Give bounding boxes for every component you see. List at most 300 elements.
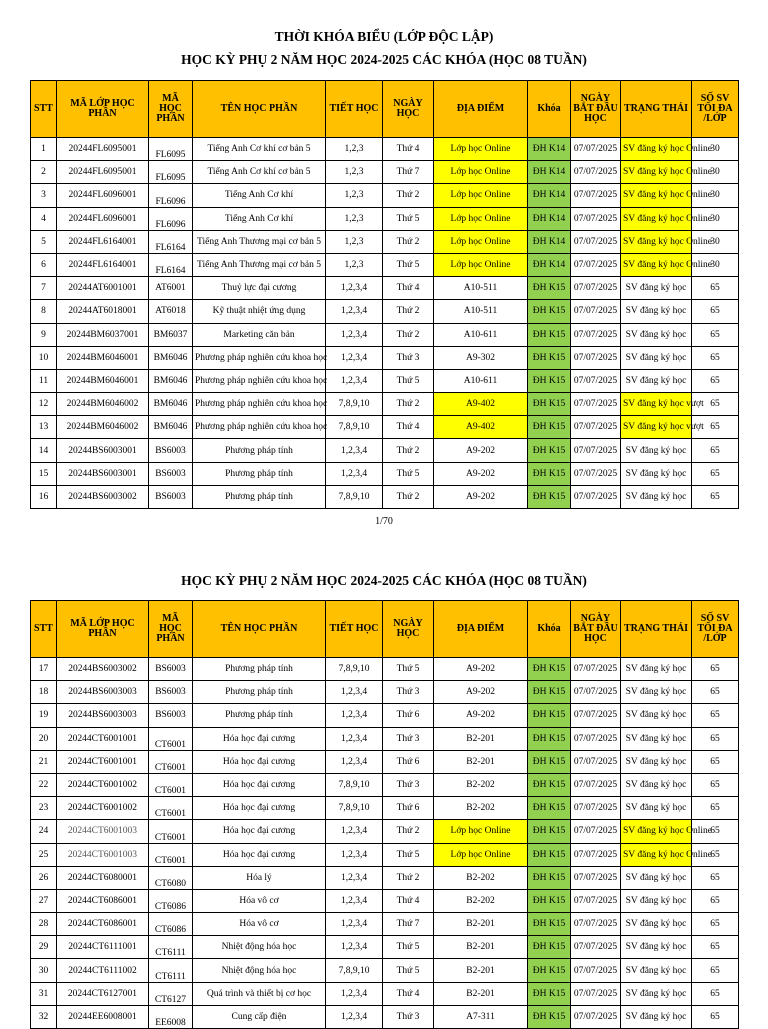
cell-tiet-hoc: 1,2,3,4: [326, 913, 383, 936]
table-row: [31, 230, 739, 253]
cell-ma-hoc-phan: BM6046: [149, 346, 193, 369]
cell-stt: 10: [31, 346, 57, 369]
table-row: [31, 393, 739, 416]
cell-stt: 28: [31, 913, 57, 936]
cell-trang-thai: SV đăng ký học: [621, 439, 692, 462]
page-subtitle: HỌC KỲ PHỤ 2 NĂM HỌC 2024-2025 CÁC KHÓA (HỌC 08 TUẦN): [181, 573, 587, 588]
header-so-sv-toi-da: SỐ SV TỐI ĐA /LỚP: [692, 81, 739, 138]
cell-ten-hoc-phan: Tiếng Anh Thương mại cơ bản 5: [193, 230, 326, 253]
cell-ngay-hoc: Thứ 5: [383, 959, 434, 982]
cell-trang-thai: SV đăng ký học: [621, 773, 692, 796]
cell-ngay-bat-dau: 07/07/2025: [571, 161, 621, 184]
cell-so-sv-toi-da: 65: [692, 843, 739, 866]
cell-trang-thai: SV đăng ký học: [621, 704, 692, 727]
cell-ngay-bat-dau: 07/07/2025: [571, 416, 621, 439]
cell-ma-hoc-phan: BS6003: [149, 485, 193, 508]
cell-ma-lop-hoc-phan: 20244CT6086001: [57, 913, 149, 936]
cell-ngay-hoc: Thứ 4: [383, 416, 434, 439]
cell-ma-lop-hoc-phan: 20244CT6086001: [57, 889, 149, 912]
cell-stt: 6: [31, 253, 57, 276]
cell-ma-lop-hoc-phan: 20244BS6003001: [57, 462, 149, 485]
cell-ten-hoc-phan: Hóa học đại cương: [193, 750, 326, 773]
cell-ngay-hoc: Thứ 2: [383, 300, 434, 323]
cell-khoa: ĐH K15: [528, 820, 571, 843]
header-ten-hoc-phan: TÊN HỌC PHẦN: [193, 601, 326, 658]
cell-tiet-hoc: 1,2,3,4: [326, 820, 383, 843]
cell-stt: 15: [31, 462, 57, 485]
cell-ten-hoc-phan: Tiếng Anh Cơ khí cơ bản 5: [193, 138, 326, 161]
cell-ma-hoc-phan: BM6046: [149, 393, 193, 416]
cell-stt: 32: [31, 1005, 57, 1028]
header-ma-lop-hoc-phan: MÃ LỚP HỌC PHẦN: [57, 81, 149, 138]
cell-dia-diem: A10-511: [434, 277, 528, 300]
header-dia-diem: ĐỊA ĐIỂM: [434, 601, 528, 658]
cell-ngay-bat-dau: 07/07/2025: [571, 820, 621, 843]
cell-ma-hoc-phan: EE6008: [149, 1005, 193, 1028]
cell-trang-thai: SV đăng ký học Online: [621, 207, 692, 230]
cell-khoa: ĐH K15: [528, 323, 571, 346]
cell-stt: 31: [31, 982, 57, 1005]
cell-ma-lop-hoc-phan: 20244CT6001002: [57, 797, 149, 820]
page-number: 1/70: [375, 516, 393, 527]
cell-tiet-hoc: 1,2,3,4: [326, 439, 383, 462]
cell-tiet-hoc: 7,8,9,10: [326, 959, 383, 982]
cell-khoa: ĐH K15: [528, 704, 571, 727]
cell-so-sv-toi-da: 65: [692, 866, 739, 889]
cell-ngay-bat-dau: 07/07/2025: [571, 207, 621, 230]
cell-ngay-hoc: Thứ 2: [383, 439, 434, 462]
header-ma-lop-hoc-phan: MÃ LỚP HỌC PHẦN: [57, 601, 149, 658]
cell-stt: 25: [31, 843, 57, 866]
table-row: [31, 346, 739, 369]
cell-ngay-bat-dau: 07/07/2025: [571, 369, 621, 392]
table-row: [31, 416, 739, 439]
cell-ma-hoc-phan: CT6111: [149, 936, 193, 959]
header-so-sv-toi-da: SỐ SV TỐI ĐA /LỚP: [692, 601, 739, 658]
cell-stt: 26: [31, 866, 57, 889]
cell-stt: 20: [31, 727, 57, 750]
cell-trang-thai: SV đăng ký học: [621, 658, 692, 681]
cell-stt: 5: [31, 230, 57, 253]
cell-ngay-bat-dau: 07/07/2025: [571, 889, 621, 912]
cell-ten-hoc-phan: Phương pháp nghiên cứu khoa học: [193, 393, 326, 416]
cell-ngay-hoc: Thứ 3: [383, 681, 434, 704]
cell-ten-hoc-phan: Phương pháp tính: [193, 704, 326, 727]
cell-dia-diem: A9-202: [434, 462, 528, 485]
cell-ma-lop-hoc-phan: 20244CT6080001: [57, 866, 149, 889]
cell-ten-hoc-phan: Nhiệt động hóa học: [193, 936, 326, 959]
cell-ngay-bat-dau: 07/07/2025: [571, 485, 621, 508]
table-header-row: [31, 81, 739, 138]
cell-so-sv-toi-da: 65: [692, 346, 739, 369]
cell-stt: 7: [31, 277, 57, 300]
cell-ten-hoc-phan: Thuỷ lực đại cương: [193, 277, 326, 300]
table-row: [31, 207, 739, 230]
cell-ma-hoc-phan: CT6001: [149, 797, 193, 820]
cell-so-sv-toi-da: 65: [692, 959, 739, 982]
cell-khoa: ĐH K14: [528, 253, 571, 276]
cell-trang-thai: SV đăng ký học Online: [621, 230, 692, 253]
cell-trang-thai: SV đăng ký học Online: [621, 253, 692, 276]
table-header-row: [31, 601, 739, 658]
cell-so-sv-toi-da: 65: [692, 416, 739, 439]
cell-trang-thai: SV đăng ký học: [621, 913, 692, 936]
table-row: [31, 253, 739, 276]
cell-ngay-bat-dau: 07/07/2025: [571, 936, 621, 959]
cell-ngay-hoc: Thứ 2: [383, 230, 434, 253]
cell-ngay-hoc: Thứ 5: [383, 369, 434, 392]
cell-trang-thai: SV đăng ký học vượt: [621, 416, 692, 439]
cell-ma-lop-hoc-phan: 20244BS6003002: [57, 658, 149, 681]
cell-khoa: ĐH K15: [528, 462, 571, 485]
cell-ten-hoc-phan: Phương pháp nghiên cứu khoa học: [193, 346, 326, 369]
table-row: [31, 277, 739, 300]
cell-khoa: ĐH K15: [528, 658, 571, 681]
timetable-2: [30, 600, 739, 1029]
cell-dia-diem: A9-202: [434, 439, 528, 462]
cell-dia-diem: A9-302: [434, 346, 528, 369]
cell-ngay-bat-dau: 07/07/2025: [571, 866, 621, 889]
cell-khoa: ĐH K15: [528, 797, 571, 820]
table-row: [31, 843, 739, 866]
cell-tiet-hoc: 1,2,3,4: [326, 727, 383, 750]
cell-khoa: ĐH K15: [528, 959, 571, 982]
cell-ten-hoc-phan: Phương pháp nghiên cứu khoa học: [193, 416, 326, 439]
table-row: [31, 681, 739, 704]
cell-ma-hoc-phan: CT6001: [149, 773, 193, 796]
cell-ma-lop-hoc-phan: 20244BS6003003: [57, 704, 149, 727]
cell-ngay-hoc: Thứ 5: [383, 843, 434, 866]
cell-tiet-hoc: 1,2,3,4: [326, 346, 383, 369]
header-khoa: Khóa: [528, 81, 571, 138]
table-row: [31, 369, 739, 392]
cell-khoa: ĐH K15: [528, 416, 571, 439]
cell-tiet-hoc: 1,2,3: [326, 253, 383, 276]
cell-ma-hoc-phan: BS6003: [149, 658, 193, 681]
cell-so-sv-toi-da: 65: [692, 393, 739, 416]
cell-stt: 21: [31, 750, 57, 773]
cell-trang-thai: SV đăng ký học: [621, 681, 692, 704]
cell-ma-lop-hoc-phan: 20244CT6001003: [57, 820, 149, 843]
cell-ten-hoc-phan: Hóa học đại cương: [193, 820, 326, 843]
cell-ngay-hoc: Thứ 2: [383, 820, 434, 843]
cell-ngay-bat-dau: 07/07/2025: [571, 982, 621, 1005]
cell-ngay-bat-dau: 07/07/2025: [571, 346, 621, 369]
cell-ngay-hoc: Thứ 3: [383, 773, 434, 796]
cell-khoa: ĐH K15: [528, 889, 571, 912]
cell-ngay-bat-dau: 07/07/2025: [571, 1005, 621, 1028]
cell-tiet-hoc: 1,2,3,4: [326, 982, 383, 1005]
table-row: [31, 797, 739, 820]
cell-ngay-bat-dau: 07/07/2025: [571, 323, 621, 346]
cell-trang-thai: SV đăng ký học: [621, 982, 692, 1005]
cell-ma-lop-hoc-phan: 20244FL6164001: [57, 253, 149, 276]
cell-so-sv-toi-da: 65: [692, 750, 739, 773]
table-row: [31, 959, 739, 982]
table-row: [31, 936, 739, 959]
cell-ngay-hoc: Thứ 3: [383, 727, 434, 750]
cell-ma-hoc-phan: FL6096: [149, 184, 193, 207]
cell-ngay-hoc: Thứ 2: [383, 485, 434, 508]
cell-trang-thai: SV đăng ký học: [621, 1005, 692, 1028]
cell-trang-thai: SV đăng ký học Online: [621, 161, 692, 184]
cell-dia-diem: Lớp học Online: [434, 253, 528, 276]
cell-stt: 19: [31, 704, 57, 727]
cell-tiet-hoc: 1,2,3: [326, 161, 383, 184]
table-row: [31, 727, 739, 750]
cell-so-sv-toi-da: 65: [692, 773, 739, 796]
cell-tiet-hoc: 1,2,3,4: [326, 462, 383, 485]
cell-ngay-bat-dau: 07/07/2025: [571, 439, 621, 462]
cell-ten-hoc-phan: Hóa lý: [193, 866, 326, 889]
cell-trang-thai: SV đăng ký học: [621, 300, 692, 323]
cell-dia-diem: A10-611: [434, 369, 528, 392]
table-row: [31, 300, 739, 323]
cell-ngay-hoc: Thứ 5: [383, 253, 434, 276]
cell-khoa: ĐH K14: [528, 161, 571, 184]
cell-so-sv-toi-da: 65: [692, 704, 739, 727]
cell-stt: 22: [31, 773, 57, 796]
cell-ngay-bat-dau: 07/07/2025: [571, 277, 621, 300]
cell-ngay-bat-dau: 07/07/2025: [571, 681, 621, 704]
cell-dia-diem: A10-511: [434, 300, 528, 323]
cell-ma-lop-hoc-phan: 20244CT6001001: [57, 727, 149, 750]
cell-ma-hoc-phan: FL6096: [149, 207, 193, 230]
cell-ma-hoc-phan: CT6001: [149, 820, 193, 843]
cell-ma-lop-hoc-phan: 20244FL6096001: [57, 207, 149, 230]
cell-khoa: ĐH K15: [528, 727, 571, 750]
header-tiet-hoc: TIẾT HỌC: [326, 81, 383, 138]
cell-stt: 30: [31, 959, 57, 982]
cell-ma-lop-hoc-phan: 20244AT6001001: [57, 277, 149, 300]
cell-ma-hoc-phan: FL6164: [149, 253, 193, 276]
cell-ma-lop-hoc-phan: 20244CT6001002: [57, 773, 149, 796]
page-subtitle: HỌC KỲ PHỤ 2 NĂM HỌC 2024-2025 CÁC KHÓA (HỌC 08 TUẦN): [181, 52, 587, 67]
cell-ma-hoc-phan: BS6003: [149, 462, 193, 485]
cell-so-sv-toi-da: 65: [692, 982, 739, 1005]
cell-stt: 16: [31, 485, 57, 508]
table-row: [31, 485, 739, 508]
cell-khoa: ĐH K15: [528, 982, 571, 1005]
header-stt: STT: [31, 81, 57, 138]
cell-khoa: ĐH K15: [528, 485, 571, 508]
cell-dia-diem: Lớp học Online: [434, 184, 528, 207]
cell-tiet-hoc: 1,2,3: [326, 184, 383, 207]
cell-tiet-hoc: 1,2,3,4: [326, 277, 383, 300]
cell-ten-hoc-phan: Phương pháp tính: [193, 485, 326, 508]
cell-ngay-hoc: Thứ 5: [383, 936, 434, 959]
cell-khoa: ĐH K15: [528, 913, 571, 936]
cell-ngay-hoc: Thứ 6: [383, 797, 434, 820]
cell-ma-hoc-phan: FL6095: [149, 161, 193, 184]
cell-so-sv-toi-da: 65: [692, 658, 739, 681]
cell-tiet-hoc: 1,2,3,4: [326, 323, 383, 346]
cell-ngay-hoc: Thứ 2: [383, 184, 434, 207]
cell-trang-thai: SV đăng ký học: [621, 936, 692, 959]
cell-so-sv-toi-da: 65: [692, 462, 739, 485]
cell-khoa: ĐH K15: [528, 843, 571, 866]
cell-ten-hoc-phan: Phương pháp tính: [193, 462, 326, 485]
header-khoa: Khóa: [528, 601, 571, 658]
cell-ngay-hoc: Thứ 7: [383, 913, 434, 936]
cell-dia-diem: Lớp học Online: [434, 230, 528, 253]
cell-ngay-hoc: Thứ 5: [383, 462, 434, 485]
cell-stt: 8: [31, 300, 57, 323]
cell-tiet-hoc: 1,2,3,4: [326, 936, 383, 959]
cell-ma-lop-hoc-phan: 20244FL6164001: [57, 230, 149, 253]
cell-trang-thai: SV đăng ký học Online: [621, 184, 692, 207]
cell-ma-hoc-phan: CT6001: [149, 750, 193, 773]
cell-so-sv-toi-da: 65: [692, 727, 739, 750]
cell-tiet-hoc: 7,8,9,10: [326, 658, 383, 681]
cell-tiet-hoc: 1,2,3,4: [326, 866, 383, 889]
cell-ngay-bat-dau: 07/07/2025: [571, 843, 621, 866]
cell-ngay-bat-dau: 07/07/2025: [571, 797, 621, 820]
cell-ma-lop-hoc-phan: 20244CT6111002: [57, 959, 149, 982]
cell-khoa: ĐH K15: [528, 936, 571, 959]
header-tiet-hoc: TIẾT HỌC: [326, 601, 383, 658]
cell-trang-thai: SV đăng ký học: [621, 727, 692, 750]
cell-dia-diem: Lớp học Online: [434, 161, 528, 184]
header-trang-thai: TRẠNG THÁI: [621, 601, 692, 658]
table-row: [31, 1005, 739, 1028]
cell-khoa: ĐH K15: [528, 277, 571, 300]
cell-so-sv-toi-da: 65: [692, 1005, 739, 1028]
cell-tiet-hoc: 1,2,3,4: [326, 369, 383, 392]
cell-tiet-hoc: 1,2,3,4: [326, 750, 383, 773]
cell-stt: 2: [31, 161, 57, 184]
cell-ma-lop-hoc-phan: 20244BS6003001: [57, 439, 149, 462]
cell-dia-diem: A9-202: [434, 681, 528, 704]
cell-khoa: ĐH K15: [528, 346, 571, 369]
cell-ten-hoc-phan: Cung cấp điện: [193, 1005, 326, 1028]
cell-stt: 18: [31, 681, 57, 704]
cell-so-sv-toi-da: 65: [692, 323, 739, 346]
cell-tiet-hoc: 1,2,3,4: [326, 889, 383, 912]
cell-dia-diem: B2-201: [434, 959, 528, 982]
page-title: THỜI KHÓA BIỂU (LỚP ĐỘC LẬP): [274, 29, 494, 44]
cell-dia-diem: Lớp học Online: [434, 843, 528, 866]
cell-trang-thai: SV đăng ký học Online: [621, 138, 692, 161]
header-ten-hoc-phan: TÊN HỌC PHẦN: [193, 81, 326, 138]
cell-dia-diem: B2-201: [434, 936, 528, 959]
cell-ten-hoc-phan: Hóa học đại cương: [193, 727, 326, 750]
cell-ten-hoc-phan: Phương pháp tính: [193, 658, 326, 681]
cell-dia-diem: B2-201: [434, 750, 528, 773]
cell-ma-lop-hoc-phan: 20244BS6003003: [57, 681, 149, 704]
cell-trang-thai: SV đăng ký học: [621, 866, 692, 889]
cell-ma-hoc-phan: AT6001: [149, 277, 193, 300]
cell-tiet-hoc: 1,2,3,4: [326, 681, 383, 704]
table-row: [31, 982, 739, 1005]
cell-ten-hoc-phan: Quá trình và thiết bị cơ học: [193, 982, 326, 1005]
cell-trang-thai: SV đăng ký học: [621, 462, 692, 485]
cell-ma-hoc-phan: FL6164: [149, 230, 193, 253]
cell-khoa: ĐH K15: [528, 369, 571, 392]
table-row: [31, 462, 739, 485]
cell-ngay-hoc: Thứ 6: [383, 704, 434, 727]
cell-ma-hoc-phan: BM6046: [149, 416, 193, 439]
cell-stt: 14: [31, 439, 57, 462]
cell-tiet-hoc: 7,8,9,10: [326, 797, 383, 820]
cell-trang-thai: SV đăng ký học: [621, 369, 692, 392]
table-row: [31, 184, 739, 207]
cell-ngay-bat-dau: 07/07/2025: [571, 913, 621, 936]
cell-khoa: ĐH K15: [528, 866, 571, 889]
cell-so-sv-toi-da: 65: [692, 439, 739, 462]
cell-tiet-hoc: 1,2,3,4: [326, 1005, 383, 1028]
cell-ngay-bat-dau: 07/07/2025: [571, 393, 621, 416]
cell-stt: 23: [31, 797, 57, 820]
cell-so-sv-toi-da: 65: [692, 300, 739, 323]
cell-ma-hoc-phan: CT6080: [149, 866, 193, 889]
cell-tiet-hoc: 1,2,3,4: [326, 704, 383, 727]
cell-trang-thai: SV đăng ký học: [621, 323, 692, 346]
cell-ngay-bat-dau: 07/07/2025: [571, 704, 621, 727]
header-dia-diem: ĐỊA ĐIỂM: [434, 81, 528, 138]
cell-ma-lop-hoc-phan: 20244FL6096001: [57, 184, 149, 207]
cell-ngay-bat-dau: 07/07/2025: [571, 658, 621, 681]
cell-trang-thai: SV đăng ký học vượt: [621, 393, 692, 416]
cell-ma-hoc-phan: CT6086: [149, 913, 193, 936]
cell-stt: 24: [31, 820, 57, 843]
cell-ngay-bat-dau: 07/07/2025: [571, 230, 621, 253]
cell-ma-hoc-phan: CT6111: [149, 959, 193, 982]
cell-ngay-hoc: Thứ 7: [383, 161, 434, 184]
cell-dia-diem: B2-201: [434, 982, 528, 1005]
cell-tiet-hoc: 1,2,3,4: [326, 300, 383, 323]
cell-khoa: ĐH K15: [528, 681, 571, 704]
cell-ma-lop-hoc-phan: 20244BM6046001: [57, 346, 149, 369]
cell-trang-thai: SV đăng ký học: [621, 889, 692, 912]
cell-ma-lop-hoc-phan: 20244CT6111001: [57, 936, 149, 959]
cell-tiet-hoc: 1,2,3: [326, 138, 383, 161]
cell-ma-lop-hoc-phan: 20244FL6095001: [57, 138, 149, 161]
cell-khoa: ĐH K14: [528, 207, 571, 230]
cell-ma-lop-hoc-phan: 20244AT6018001: [57, 300, 149, 323]
cell-ngay-hoc: Thứ 4: [383, 982, 434, 1005]
cell-ten-hoc-phan: Tiếng Anh Cơ khí: [193, 184, 326, 207]
cell-ma-lop-hoc-phan: 20244CT6001001: [57, 750, 149, 773]
cell-ngay-hoc: Thứ 2: [383, 323, 434, 346]
cell-dia-diem: B2-202: [434, 866, 528, 889]
cell-trang-thai: SV đăng ký học: [621, 959, 692, 982]
cell-khoa: ĐH K15: [528, 750, 571, 773]
cell-ngay-hoc: Thứ 2: [383, 393, 434, 416]
cell-dia-diem: Lớp học Online: [434, 207, 528, 230]
header-ngay-hoc: NGÀY HỌC: [383, 81, 434, 138]
cell-stt: 1: [31, 138, 57, 161]
cell-ngay-bat-dau: 07/07/2025: [571, 300, 621, 323]
table-row: [31, 439, 739, 462]
cell-ten-hoc-phan: Tiếng Anh Cơ khí: [193, 207, 326, 230]
cell-dia-diem: A7-311: [434, 1005, 528, 1028]
cell-tiet-hoc: 1,2,3: [326, 230, 383, 253]
cell-ma-hoc-phan: BS6003: [149, 704, 193, 727]
cell-ten-hoc-phan: Phương pháp tính: [193, 681, 326, 704]
table-row: [31, 138, 739, 161]
cell-ma-lop-hoc-phan: 20244CT6001003: [57, 843, 149, 866]
cell-ten-hoc-phan: Kỹ thuật nhiệt ứng dụng: [193, 300, 326, 323]
cell-trang-thai: SV đăng ký học Online: [621, 820, 692, 843]
cell-khoa: ĐH K15: [528, 1005, 571, 1028]
cell-khoa: ĐH K14: [528, 230, 571, 253]
header-ma-hoc-phan: MÃ HỌC PHẦN: [149, 601, 193, 658]
table-row: [31, 820, 739, 843]
cell-ten-hoc-phan: Marketing căn bản: [193, 323, 326, 346]
cell-so-sv-toi-da: 65: [692, 820, 739, 843]
table-row: [31, 889, 739, 912]
